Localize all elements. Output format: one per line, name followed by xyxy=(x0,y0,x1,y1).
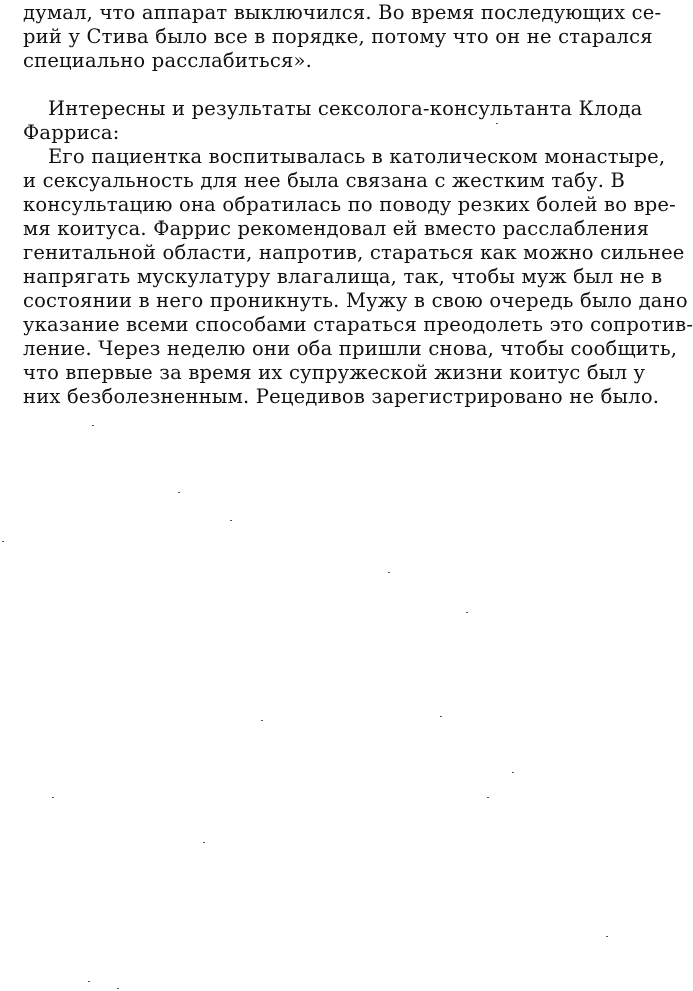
scan-speck xyxy=(606,936,608,937)
text-line: Его пациентка воспитывалась в католическом монастыре, xyxy=(48,145,666,168)
text-line: консультацию она обратилась по поводу резких болей во вре- xyxy=(23,193,676,216)
scan-speck xyxy=(496,123,498,124)
text-line: ление. Через неделю они оба пришли снова, чтобы сообщить, xyxy=(23,337,678,360)
text-line: думал, что аппарат выключился. Во время последующих се- xyxy=(23,1,662,24)
text-line: рий у Стива было все в порядке, потому что он не старался xyxy=(23,25,653,48)
text-line: генитальной области, напротив, стараться как можно сильнее xyxy=(23,241,685,264)
scan-speck xyxy=(117,988,119,989)
scan-speck xyxy=(230,520,232,521)
scan-speck xyxy=(261,720,263,721)
scan-speck xyxy=(512,772,514,773)
scan-speck xyxy=(92,425,94,426)
scan-speck xyxy=(178,492,180,493)
text-line: состоянии в него проникнуть. Мужу в свою очередь было дано xyxy=(23,289,688,312)
text-line: мя коитуса. Фаррис рекомендовал ей вместо расслабления xyxy=(23,217,650,240)
text-line: специально расслабиться». xyxy=(23,49,313,72)
text-line: что впервые за время их супружеской жизни коитус был у xyxy=(23,361,646,384)
scan-speck xyxy=(487,797,489,798)
heading-line: Фарриса: xyxy=(23,121,120,144)
scan-speck xyxy=(88,981,90,982)
text-line: напрягать мускулатуру влагалища, так, чтобы муж был не в xyxy=(23,265,663,288)
text-line: указание всеми способами стараться преодолеть это сопротив- xyxy=(23,313,693,336)
text-line: и сексуальность для нее была связана с жестким табу. В xyxy=(23,169,626,192)
scan-speck xyxy=(466,612,468,613)
text-line: них безболезненным. Рецедивов зарегистрировано не было. xyxy=(23,385,660,408)
scan-speck xyxy=(52,797,54,798)
scan-speck xyxy=(203,842,205,843)
scan-speck xyxy=(2,541,4,542)
heading-line: Интересны и результаты сексолога-консультанта Клода xyxy=(48,97,643,120)
scan-speck xyxy=(388,572,390,573)
scan-speck xyxy=(440,716,442,717)
